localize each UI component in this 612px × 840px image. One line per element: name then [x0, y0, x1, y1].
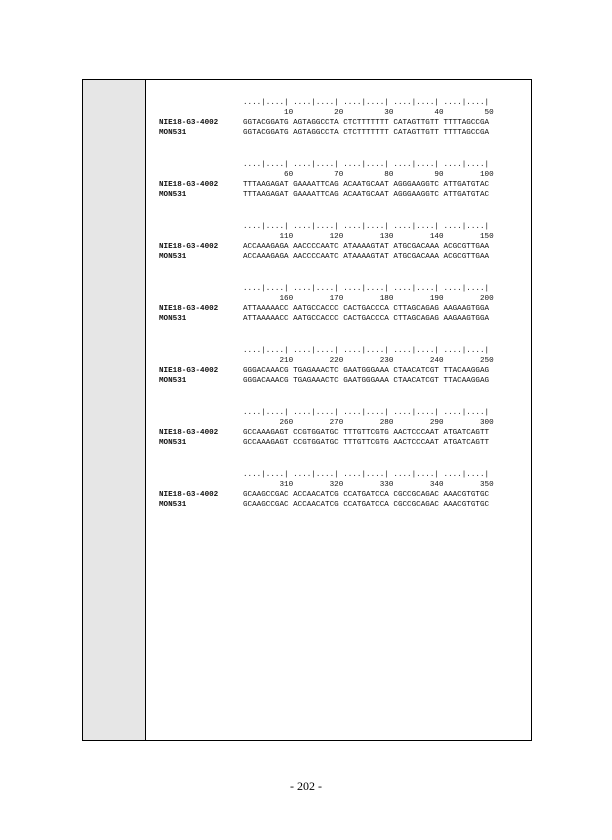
sequence-row [159, 500, 521, 510]
sequence-label: NIE18-G3-4002 [159, 367, 219, 375]
sequence-alignment [159, 98, 521, 532]
document-frame [82, 79, 532, 741]
sequence-text: ACCAAAGAGA AACCCCAATC ATAAAAGTAT ATGCGACAAA ACGCGTTGAA [243, 253, 490, 261]
sequence-row [159, 314, 521, 324]
position-numbers: 260 270 280 290 300 [243, 419, 494, 427]
ruler-row [159, 160, 521, 170]
position-numbers: 310 320 330 340 350 [243, 481, 494, 489]
sequence-label: NIE18-G3-4002 [159, 243, 219, 251]
sequence-label: MON531 [159, 501, 187, 509]
sequence-text: ATTAAAAACC AATGCCACCC CACTGACCCA CTTAGCAGAG AAGAAGTGGA [243, 305, 490, 313]
sequence-row [159, 366, 521, 376]
alignment-block [159, 160, 521, 200]
sequence-text: GCAAGCCGAC ACCAACATCG CCATGATCCA CGCCGCAGAC AAACGTGTGC [243, 491, 490, 499]
sequence-text: GCCAAAGAGT CCGTGGATGC TTTGTTCGTG AACTCCCAAT ATGATCAGTT [243, 439, 490, 447]
sequence-row [159, 180, 521, 190]
sequence-label: NIE18-G3-4002 [159, 119, 219, 127]
sequence-text: GGGACAAACG TGAGAAACTC GAATGGGAAA CTAACATCGT TTACAAGGAG [243, 367, 490, 375]
ruler-ticks: ....|....| ....|....| ....|....| ....|....| ....|....| [243, 347, 490, 355]
sequence-row [159, 438, 521, 448]
alignment-block [159, 470, 521, 510]
sequence-row [159, 490, 521, 500]
sequence-label: NIE18-G3-4002 [159, 305, 219, 313]
sequence-label: NIE18-G3-4002 [159, 491, 219, 499]
sequence-text: ATTAAAAACC AATGCCACCC CACTGACCCA CTTAGCAGAG AAGAAGTGGA [243, 315, 490, 323]
sequence-label: NIE18-G3-4002 [159, 181, 219, 189]
sequence-text: GGTACGGATG AGTAGGCCTA CTCTTTTTTT CATAGTTGTT TTTTAGCCGA [243, 119, 490, 127]
position-numbers-row [159, 232, 521, 242]
sequence-label: MON531 [159, 315, 187, 323]
sequence-text: GGGACAAACG TGAGAAACTC GAATGGGAAA CTAACATCGT TTACAAGGAG [243, 377, 490, 385]
sequence-label: MON531 [159, 129, 187, 137]
sequence-text: GGTACGGATG AGTAGGCCTA CTCTTTTTTT CATAGTTGTT TTTTAGCCGA [243, 129, 490, 137]
sequence-label: MON531 [159, 191, 187, 199]
alignment-block [159, 98, 521, 138]
ruler-ticks: ....|....| ....|....| ....|....| ....|....| ....|....| [243, 99, 490, 107]
alignment-block [159, 346, 521, 386]
position-numbers: 210 220 230 240 250 [243, 357, 494, 365]
sequence-label: MON531 [159, 439, 187, 447]
sequence-row [159, 428, 521, 438]
sequence-text: TTTAAGAGAT GAAAATTCAG ACAATGCAAT AGGGAAGGTC ATTGATGTAC [243, 181, 490, 189]
ruler-ticks: ....|....| ....|....| ....|....| ....|....| ....|....| [243, 223, 490, 231]
ruler-ticks: ....|....| ....|....| ....|....| ....|....| ....|....| [243, 471, 490, 479]
sequence-text: GCAAGCCGAC ACCAACATCG CCATGATCCA CGCCGCAGAC AAACGTGTGC [243, 501, 490, 509]
sequence-row [159, 242, 521, 252]
ruler-row [159, 408, 521, 418]
ruler-row [159, 470, 521, 480]
ruler-row [159, 222, 521, 232]
position-numbers: 10 20 30 40 50 [243, 109, 494, 117]
ruler-ticks: ....|....| ....|....| ....|....| ....|....| ....|....| [243, 285, 490, 293]
sequence-text: TTTAAGAGAT GAAAATTCAG ACAATGCAAT AGGGAAGGTC ATTGATGTAC [243, 191, 490, 199]
sequence-text: ACCAAAGAGA AACCCCAATC ATAAAAGTAT ATGCGACAAA ACGCGTTGAA [243, 243, 490, 251]
position-numbers-row [159, 356, 521, 366]
ruler-row [159, 346, 521, 356]
position-numbers-row [159, 170, 521, 180]
sequence-row [159, 252, 521, 262]
alignment-block [159, 408, 521, 448]
ruler-row [159, 284, 521, 294]
ruler-ticks: ....|....| ....|....| ....|....| ....|....| ....|....| [243, 161, 490, 169]
ruler-row [159, 98, 521, 108]
sequence-label: MON531 [159, 377, 187, 385]
sequence-text: GCCAAAGAGT CCGTGGATGC TTTGTTCGTG AACTCCCAAT ATGATCAGTT [243, 429, 490, 437]
position-numbers: 160 170 180 190 200 [243, 295, 494, 303]
sequence-row [159, 118, 521, 128]
position-numbers: 110 120 130 140 150 [243, 233, 494, 241]
position-numbers-row [159, 294, 521, 304]
alignment-block [159, 222, 521, 262]
sequence-label: NIE18-G3-4002 [159, 429, 219, 437]
sequence-label: MON531 [159, 253, 187, 261]
alignment-block [159, 284, 521, 324]
sequence-row [159, 304, 521, 314]
sequence-row [159, 376, 521, 386]
sequence-row [159, 128, 521, 138]
position-numbers-row [159, 480, 521, 490]
position-numbers-row [159, 418, 521, 428]
sequence-row [159, 190, 521, 200]
position-numbers-row [159, 108, 521, 118]
page-number: - 202 - [290, 779, 322, 793]
side-column [83, 80, 146, 740]
ruler-ticks: ....|....| ....|....| ....|....| ....|....| ....|....| [243, 409, 490, 417]
position-numbers: 60 70 80 90 100 [243, 171, 494, 179]
